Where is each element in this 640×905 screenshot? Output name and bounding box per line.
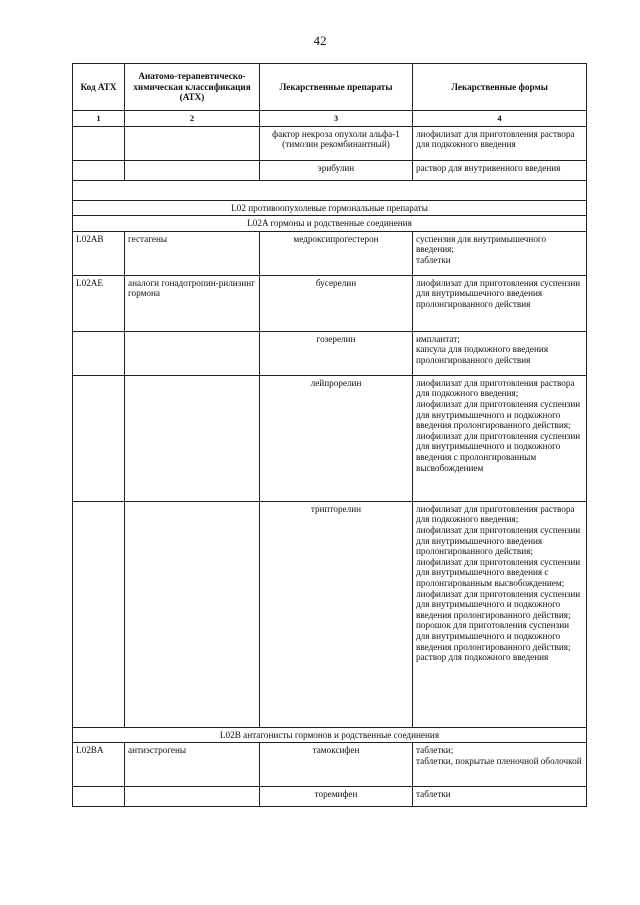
table-row (73, 331, 587, 375)
header-drugs: Лекарственные препараты (260, 64, 413, 111)
atc-class-cell (125, 787, 260, 807)
table-row (73, 160, 587, 180)
table-row (73, 375, 587, 501)
table-row (73, 126, 587, 160)
atc-code-cell (73, 160, 125, 180)
header-atc-classification: Анатомо-терапевтическо-химическая классификация (АТХ) (125, 64, 260, 111)
atc-class-cell: гестагены (125, 231, 260, 275)
table-row (73, 787, 587, 807)
table-row (73, 275, 587, 331)
form-cell: суспензия для внутримышечного введения; таблетки (413, 231, 587, 275)
section-row (73, 200, 587, 216)
atc-code-cell (73, 375, 125, 501)
section-l02b: L02B антагонисты гормонов и родственные соединения (73, 727, 587, 743)
atc-code-cell: L02AE (73, 275, 125, 331)
table-row (73, 231, 587, 275)
section-l02a: L02A гормоны и родственные соединения (73, 216, 587, 232)
form-cell: имплантат; капсула для подкожного введения пролонгированного действия (413, 331, 587, 375)
atc-class-cell (125, 501, 260, 727)
atc-code-cell (73, 501, 125, 727)
atc-class-cell (125, 160, 260, 180)
drug-cell: тамоксифен (260, 743, 413, 787)
drug-cell: эрибулин (260, 160, 413, 180)
drug-cell: бусерелин (260, 275, 413, 331)
form-cell: таблетки (413, 787, 587, 807)
drug-table (72, 63, 587, 807)
form-cell: лиофилизат для приготовления раствора для подкожного введения (413, 126, 587, 160)
atc-class-cell: аналоги гонадотропин-рилизинг гормона (125, 275, 260, 331)
empty-row (73, 180, 587, 200)
header-dosage-forms: Лекарственные формы (413, 64, 587, 111)
atc-code-cell (73, 331, 125, 375)
atc-class-cell: антиэстрогены (125, 743, 260, 787)
column-number-row (73, 111, 587, 127)
drug-cell: торемифен (260, 787, 413, 807)
atc-class-cell (125, 126, 260, 160)
form-cell: лиофилизат для приготовления раствора для подкожного введения; лиофилизат для приготовления суспензии для внутримышечного и подкожного введения пролонгированного действия; лиофилизат для приготовления суспензии для внутримышечного и подкожного введения с пролонгированным высвобождением (413, 375, 587, 501)
column-number: 3 (260, 111, 413, 127)
atc-code-cell (73, 787, 125, 807)
form-cell: лиофилизат для приготовления суспензии для внутримышечного введения пролонгированного действия (413, 275, 587, 331)
atc-class-cell (125, 331, 260, 375)
atc-code-cell: L02AB (73, 231, 125, 275)
drug-cell: медроксипрогестерон (260, 231, 413, 275)
column-number: 4 (413, 111, 587, 127)
drug-cell: гозерелин (260, 331, 413, 375)
header-row (73, 64, 587, 111)
table-row (73, 501, 587, 727)
drug-cell: трипторелин (260, 501, 413, 727)
form-cell: таблетки; таблетки, покрытые пленочной оболочкой (413, 743, 587, 787)
table-row (73, 743, 587, 787)
column-number: 1 (73, 111, 125, 127)
header-atc-code: Код АТХ (73, 64, 125, 111)
empty-cell (73, 180, 587, 200)
page-number: 42 (313, 33, 327, 48)
form-cell: лиофилизат для приготовления раствора для подкожного введения; лиофилизат для приготовления суспензии для внутримышечного введения пролонгированного действия; лиофилизат для приготовления суспензии для внутримышечного введения с пролонгированным высвобождением; лиофилизат для приготовления суспензии для внутримышечного и подкожного введения пролонгированного действия; порошок для приготовления суспензии для внутримышечного и подкожного введения пролонгированного действия; раствор для подкожного введения (413, 501, 587, 727)
section-l02: L02 противоопухолевые гормональные препараты (73, 200, 587, 216)
atc-code-cell (73, 126, 125, 160)
section-row (73, 216, 587, 232)
form-cell: раствор для внутривенного введения (413, 160, 587, 180)
drug-cell: фактор некроза опухоли альфа-1 (тимозин рекомбинантный) (260, 126, 413, 160)
column-number: 2 (125, 111, 260, 127)
drug-cell: лейпрорелин (260, 375, 413, 501)
atc-class-cell (125, 375, 260, 501)
section-row (73, 727, 587, 743)
atc-code-cell: L02BA (73, 743, 125, 787)
